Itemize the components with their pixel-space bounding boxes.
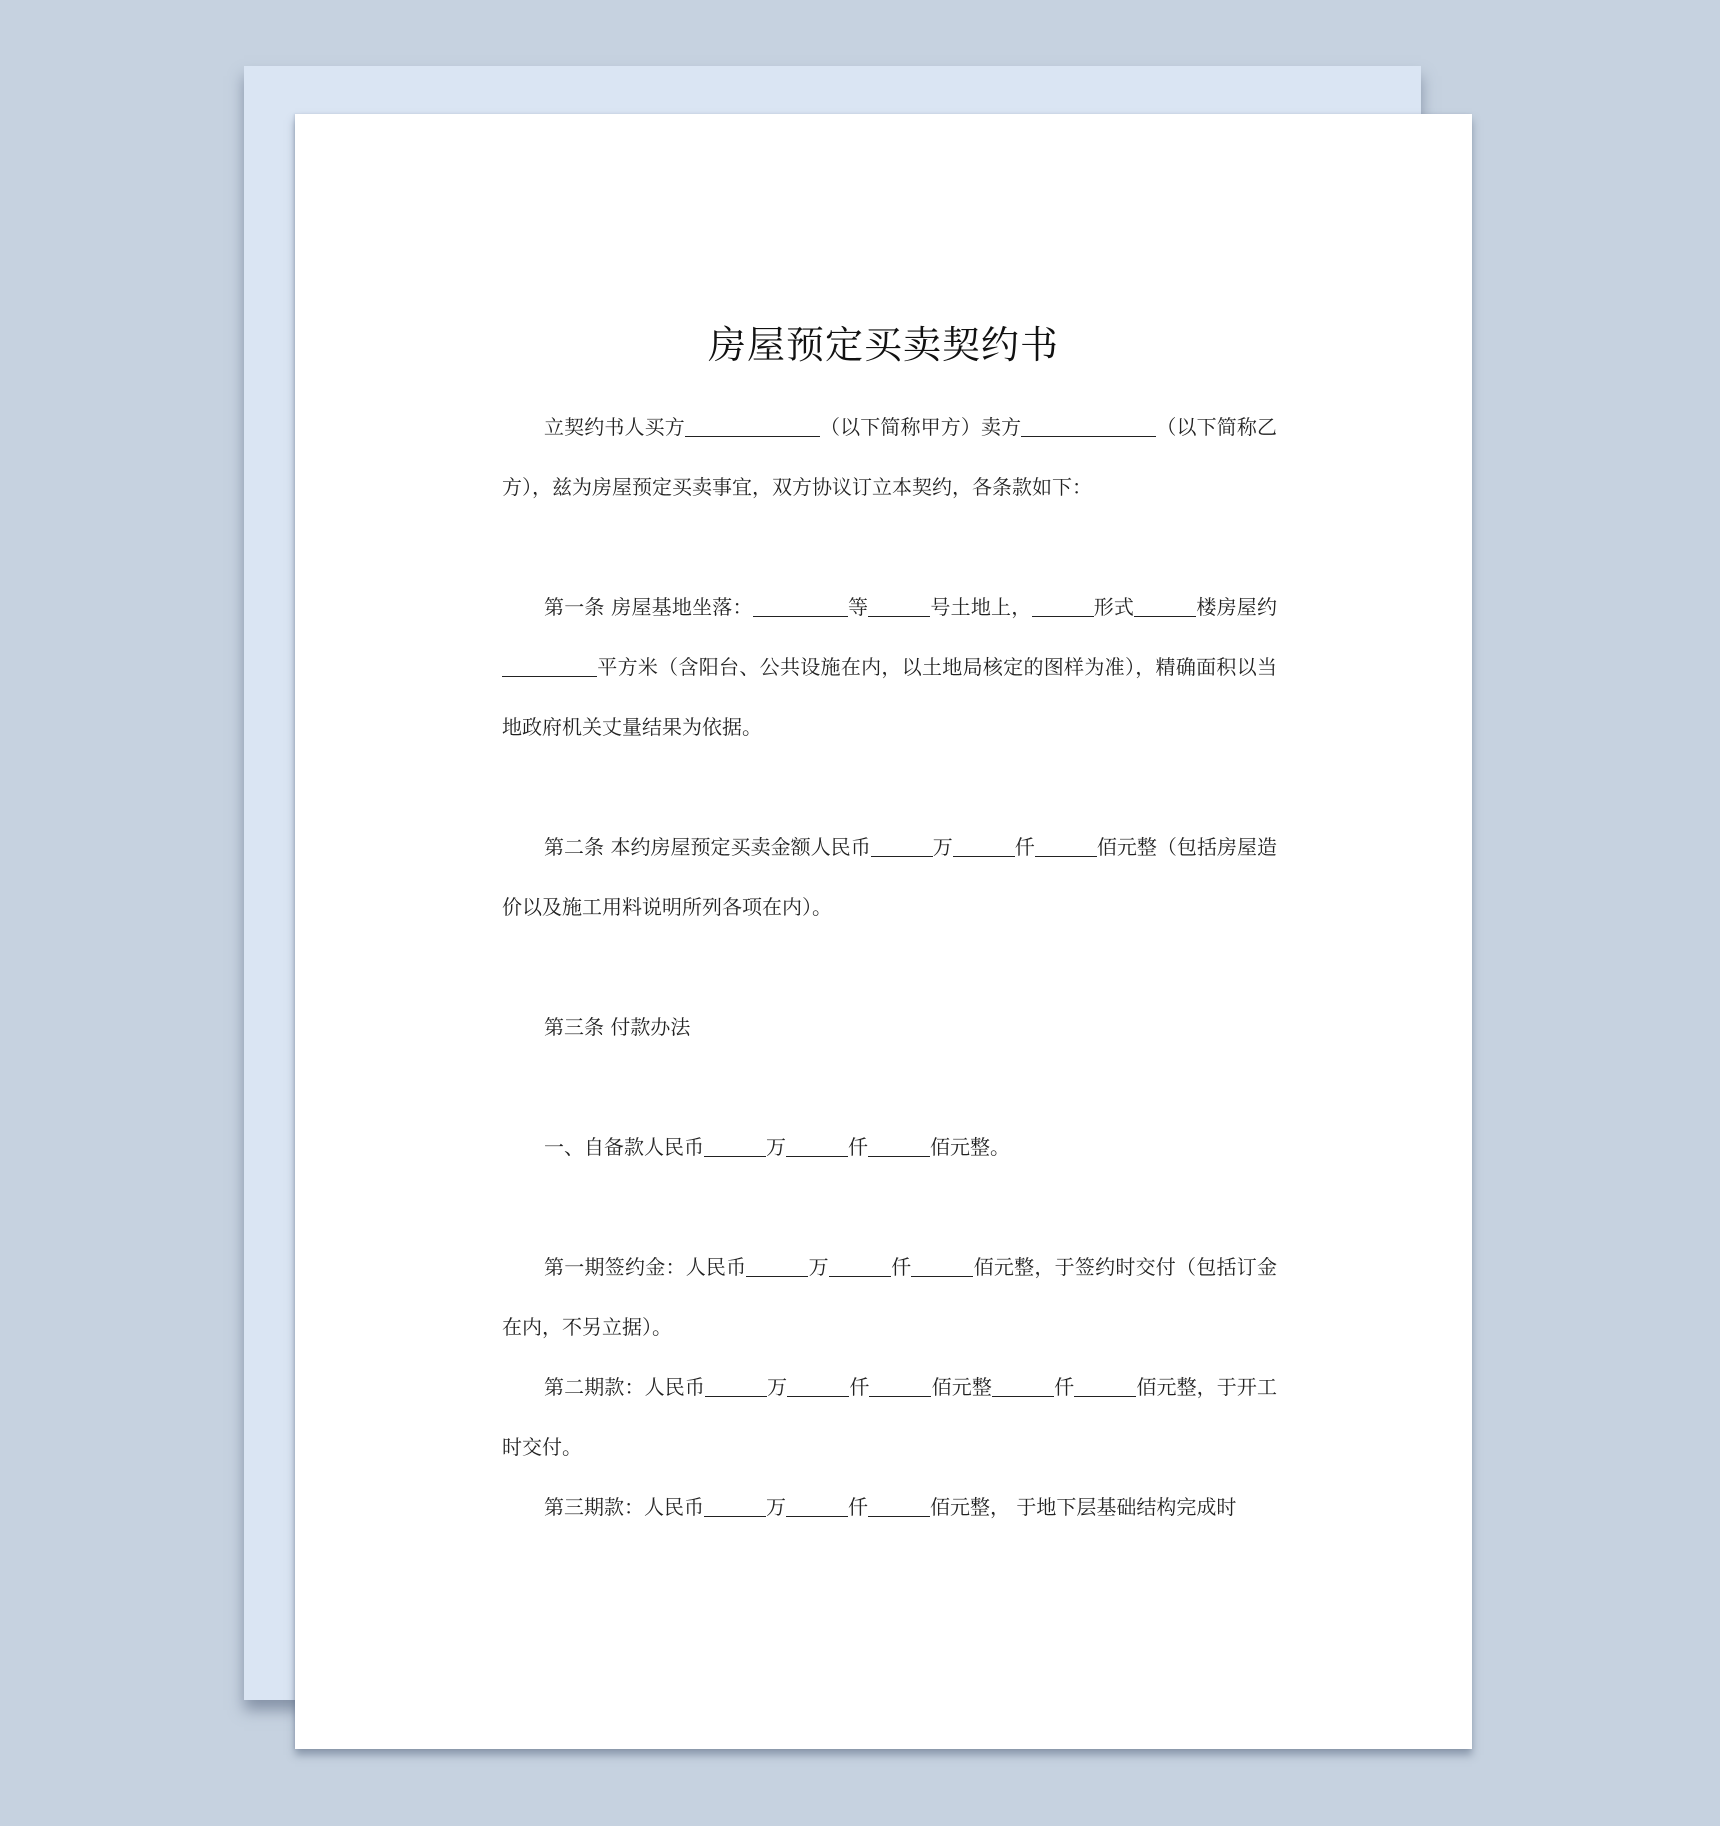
- intro-text: 立契约书人买方: [544, 415, 685, 439]
- installment-2-text: 佰元整: [931, 1375, 992, 1399]
- self-funded-text: 一、自备款人民币: [544, 1135, 704, 1159]
- spacer: [502, 517, 1277, 577]
- spacer: [502, 937, 1277, 997]
- document-body: [502, 397, 1277, 1537]
- article-1-paragraph: [502, 577, 1277, 757]
- spacer: [502, 757, 1277, 817]
- spacer: [502, 1177, 1277, 1237]
- installment-1-bai-blank[interactable]: [911, 1256, 973, 1277]
- spacer: [502, 1057, 1277, 1117]
- area-blank[interactable]: [502, 656, 597, 677]
- article-3-heading: 第三条 付款办法: [544, 1015, 691, 1039]
- installment-2-text: 佰元整，于开工时交付。: [502, 1375, 1278, 1459]
- self-funded-text: 仟: [848, 1135, 868, 1159]
- installment-2-qian-blank[interactable]: [787, 1376, 849, 1397]
- installment-1-text: 佰元整，于签约时交付（包括订金在内，不另立据）。: [502, 1255, 1278, 1339]
- installment-3-text: 万: [766, 1495, 786, 1519]
- article-1-text: 等: [847, 595, 869, 619]
- intro-text: （以下简称乙方），兹为房屋预定买卖事宜，双方协议订立本契约，各条款如下：: [502, 415, 1277, 499]
- intro-text: （以下简称甲方）卖方: [819, 415, 1022, 439]
- self-funded-bai-blank[interactable]: [868, 1136, 930, 1157]
- installment-2-bai2-blank[interactable]: [1074, 1376, 1136, 1397]
- floor-blank[interactable]: [1134, 596, 1196, 617]
- article-1-text: 第一条 房屋基地坐落：: [544, 595, 753, 619]
- location-blank[interactable]: [753, 596, 848, 617]
- article-1-text: 平方米（含阳台、公共设施在内，以土地局核定的图样为准），精确面积以当地政府机关丈量结果为依据。: [502, 655, 1277, 739]
- installment-1-text: 第一期签约金：人民币: [544, 1255, 747, 1279]
- installment-2-wan-blank[interactable]: [705, 1376, 767, 1397]
- article-2-text: 佰元整（包括房屋造价以及施工用料说明所列各项在内）。: [502, 835, 1278, 919]
- installment-3-text: 佰元整， 于地下层基础结构完成时: [930, 1495, 1237, 1519]
- amount-bai-blank[interactable]: [1035, 836, 1097, 857]
- article-1-text: 形式: [1093, 595, 1135, 619]
- installment-3-qian-blank[interactable]: [786, 1496, 848, 1517]
- installment-2-qian2-blank[interactable]: [992, 1376, 1054, 1397]
- installment-2-paragraph: [502, 1357, 1277, 1477]
- installment-3-bai-blank[interactable]: [868, 1496, 930, 1517]
- self-funded-text: 万: [766, 1135, 786, 1159]
- document-title: 房屋预定买卖契约书: [707, 323, 1059, 367]
- self-funded-text: 佰元整。: [930, 1135, 1010, 1159]
- installment-1-wan-blank[interactable]: [746, 1256, 808, 1277]
- installment-2-bai-blank[interactable]: [869, 1376, 931, 1397]
- article-2-text: 第二条 本约房屋预定买卖金额人民币: [544, 835, 871, 859]
- buyer-name-blank[interactable]: [685, 416, 820, 437]
- amount-wan-blank[interactable]: [871, 836, 933, 857]
- installment-3-paragraph: [502, 1477, 1277, 1537]
- installment-1-qian-blank[interactable]: [829, 1256, 891, 1277]
- amount-qian-blank[interactable]: [953, 836, 1015, 857]
- installment-2-text: 仟: [849, 1375, 870, 1399]
- installment-2-text: 万: [766, 1375, 788, 1399]
- installment-3-text: 仟: [848, 1495, 868, 1519]
- building-form-blank[interactable]: [1032, 596, 1094, 617]
- seller-name-blank[interactable]: [1021, 416, 1156, 437]
- article-2-text: 仟: [1014, 835, 1035, 859]
- installment-3-wan-blank[interactable]: [704, 1496, 766, 1517]
- installment-1-text: 仟: [890, 1255, 912, 1279]
- installment-1-paragraph: [502, 1237, 1277, 1357]
- intro-paragraph: [502, 397, 1277, 517]
- article-2-text: 万: [932, 835, 953, 859]
- article-2-paragraph: [502, 817, 1277, 937]
- installment-2-text: 第二期款：人民币: [544, 1375, 705, 1399]
- self-funded-paragraph: [502, 1117, 1277, 1177]
- self-funded-wan-blank[interactable]: [704, 1136, 766, 1157]
- installment-2-text: 仟: [1053, 1375, 1075, 1399]
- installment-3-text: 第三期款：人民币: [544, 1495, 704, 1519]
- article-1-text: 楼房屋约: [1196, 595, 1278, 619]
- self-funded-qian-blank[interactable]: [786, 1136, 848, 1157]
- front-page-sheet: [295, 114, 1472, 1749]
- lot-number-blank[interactable]: [868, 596, 930, 617]
- installment-1-text: 万: [808, 1255, 829, 1279]
- article-1-text: 号土地上，: [930, 595, 1032, 619]
